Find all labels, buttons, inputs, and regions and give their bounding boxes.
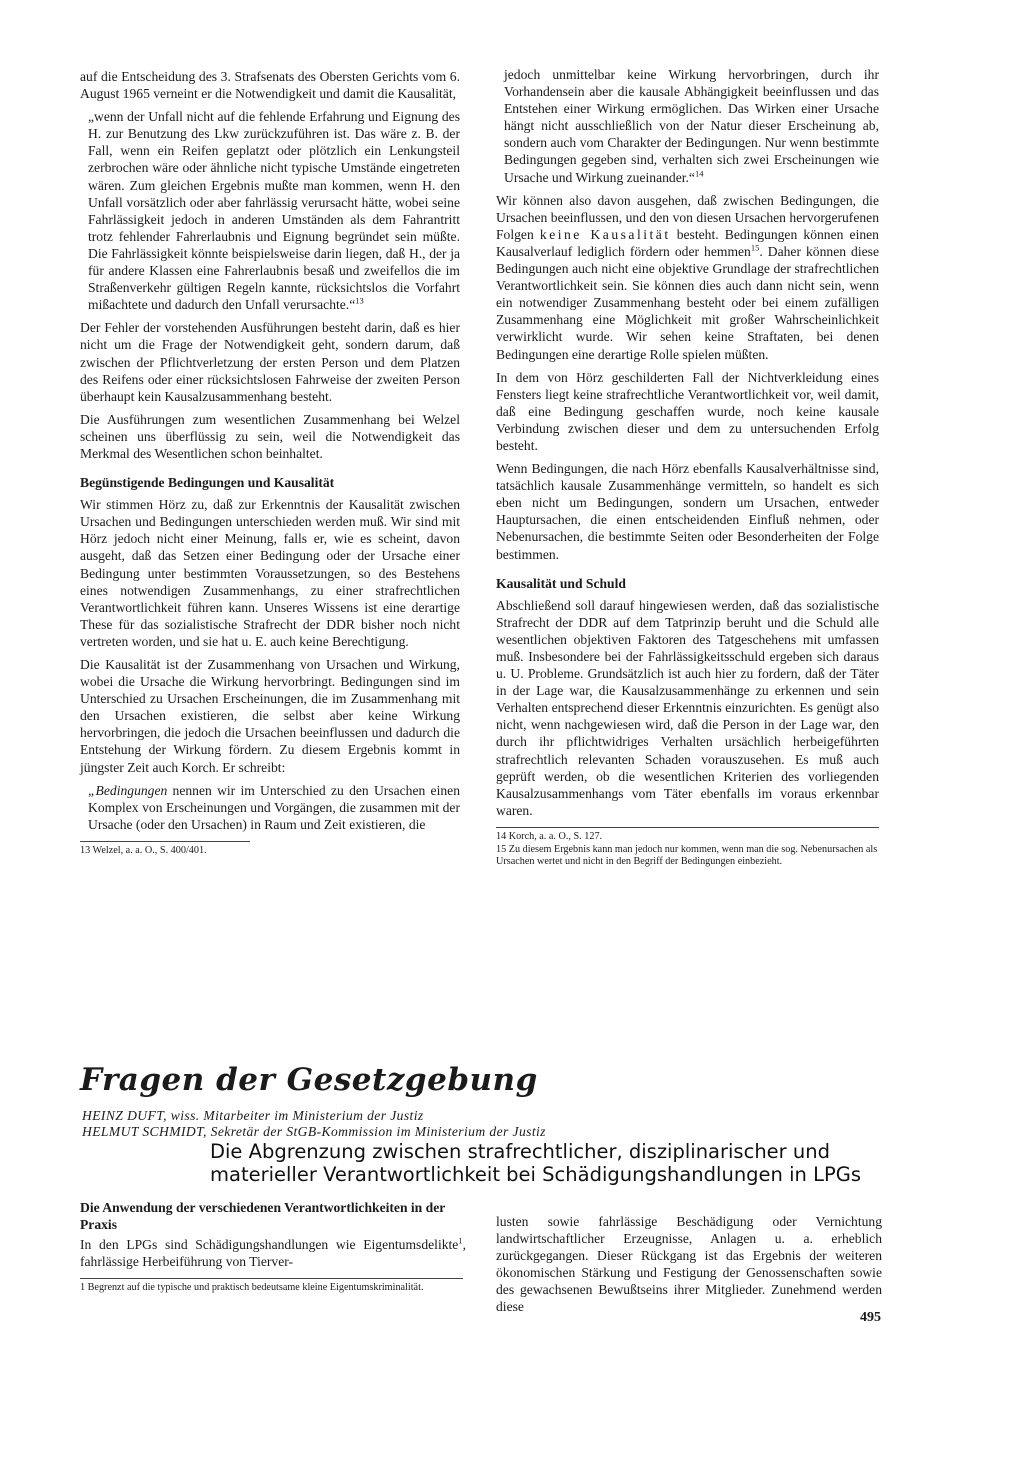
quote-korch: „Bedingungen nennen wir im Unterschied zu den Ursachen einen Komplex von Erscheinungen und Vorgängen, die zusammen mit der Ursache (oder den Ursachen) in Raum und Zeit existieren, die [88,782,460,832]
footnotes-left [80,841,250,857]
footnote: 1 Begrenzt auf die typische und praktisch bedeutsame kleine Eigentumskriminalität. [80,1282,424,1293]
footnote-ref: 15 [750,242,760,253]
spaced-emphasis: keine Kausalität [539,226,671,242]
footnote: 13 Welzel, a. a. O., S. 400/401. [80,844,207,856]
article-headline: Die Abgrenzung zwischen strafrechtlicher, disziplinarischer und materieller Verantwortlichkeit bei Schädigungshandlungen in LPGs [210,1140,861,1186]
author-line: HEINZ DUFT, wiss. Mitarbeiter im Ministerium der Justiz [82,1108,424,1123]
footnote-ref: 13 [355,295,364,306]
paragraph: Wir stimmen Hörz zu, daß zur Erkenntnis der Kausalität zwischen Ursachen und Bedingungen unterschieden werden muß. Wir sind mit Hörz jedoch nicht einer Meinung, falls er, wie es scheint, davon ausgeht, daß das Setzen einer Bedingung oder der Ursache einer Bedingung unter bestimmten Voraussetzungen, so des Bestehens eines notwendigen Zusammenhangs, zu einer strafrechtlichen Verantwortlichkeit führen kann. Unseres Wissens ist eine derartige These für das sozialistische Strafrecht der DDR bisher noch nicht vertreten worden, und sie hat u. E. auch keine Berechtigung. [80,497,460,649]
paragraph: Wenn Bedingungen, die nach Hörz ebenfalls Kausalverhältnisse sind, tatsächlich kausale Zusammenhänge vermitteln, so handelt es sich eben nicht um Bedingungen, sondern um Ursachen, entweder Hauptursachen, die einen entscheidenden Einfluß nehmen, oder Nebenursachen, die bestimmte Seiten oder Besonderheiten der Folge bestimmen. [496,461,879,562]
page-number: 495 [860,1310,881,1325]
author-line: HELMUT SCHMIDT, Sekretär der StGB-Kommission im Ministerium der Justiz [82,1124,546,1139]
section-heading: Kausalität und Schuld [496,575,626,591]
paragraph: Der Fehler der vorstehenden Ausführungen besteht darin, daß es hier nicht um die Frage der Notwendigkeit geht, sondern darum, daß zwischen der Pflichtverletzung der ersten Person und dem Platzen des Reifens oder einer rücksichtslosen Fahrweise der zweiten Person überhaupt kein Kausalzusammenhang besteht. [80,320,460,404]
paragraph: In dem von Hörz geschilderten Fall der Nichtverkleidung eines Fensters liegt keine strafrechtliche Verantwortlichkeit vor, weil damit, daß eine Bedingung geschaffen wurde, noch keine kausale Verbindung zwischen dieser und dem zu untersuchenden Erfolg besteht. [496,369,879,453]
article-subheading: Die Anwendung der verschiedenen Verantwortlichkeiten in der Praxis [80,1200,446,1232]
section-banner: Fragen der Gesetzgebung [80,1062,538,1098]
paragraph: auf die Entscheidung des 3. Strafsenats des Obersten Gerichts vom 6. August 1965 verneint er die Notwendigkeit und damit die Kausalität, [80,69,460,102]
paragraph: Die Kausalität ist der Zusammenhang von Ursachen und Wirkung, wobei die Ursache die Wirkung hervorbringt. Bedingungen sind im Unterschied zu Ursachen Erscheinungen, die im Zusammenhang mit den Ursachen existieren, die selbst aber keine Wirkung hervorbringen, die jedoch die Ursachen beeinflussen und dadurch die Entstehung der Wirkung fördern. Zu diesem Ergebnis kommt in jüngster Zeit auch Korch. Er schreibt: [80,657,460,775]
paragraph: In den LPGs sind Schädigungshandlungen wie Eigentumsdelikte$^1$, fahrlässige Herbeiführung von Tierver- [80,1235,466,1269]
article-left-column [80,1199,466,1294]
right-column [496,66,879,869]
quote-oberstes-gericht: „wenn der Unfall nicht auf die fehlende Erfahrung und Eignung des H. zur Benutzung des Lkw zurückzuführen ist. Das wäre z. B. der Fall, wenn ein Reifen geplatzt oder plötzlich ein Lenkungsteil zerbrochen wäre oder ähnliche nicht typische Umstände eingetreten wären. Zum gleichen Ergebnis mußte man kommen, wenn H. den Unfall vorsätzlich oder aber fahrlässig verursacht hätte, wobei seine Fahrlässigkeit jedoch in anderen Umständen als dem Fahrantritt trotz fehlender Fahrerlaubnis und Eignung begründet sein müßte. Die Fahrlässigkeit könnte beispielsweise darin liegen, daß H., der ja für andere Klassen eine Fahrerlaubnis besaß und zweifellos die im Straßenverkehr gültigen Regeln kannte, rücksichtslos die Vorfahrt mißachtete und dadurch den Unfall verursachte.“$^{13}$ [88,109,460,313]
footnote-ref: 14 [694,168,704,179]
article-right-column [496,1199,882,1328]
footnote-ref: 1 [458,1235,463,1246]
footnote: 15 Zu diesem Ergebnis kann man jedoch nur kommen, wenn man die sog. Nebenursachen als Ursachen wertet und nicht in den Begriff der Bedingungen einbezieht. [496,843,878,867]
paragraph: Abschließend soll darauf hingewiesen werden, daß das sozialistische Strafrecht der DDR auf dem Tatprinzip beruht und die Schuld alle wesentlichen objektiven Faktoren des Tatgeschehens mit umfassen muß. Insbesondere bei der Fahrlässigkeitsschuld ergeben sich daraus u. U. Probleme. Grundsätzlich ist auch hier zu fordern, daß der Täter in der Lage war, die Kausalzusammenhänge zu erkennen und sein Verhalten entsprechend dieser Erkenntnis einzurichten. Es genügt also nicht, wenn nachgewiesen wird, daß die Person in der Lage war, den durch ihr pflichtwidriges Verhalten ursächlich herbeigeführten strafrechtlich relevanten Schaden vorauszusehen. Es muß auch geprüft werden, ob die wesentlichen Kriterien des vorliegenden Kausalzusammenhangs vom Täter ebenfalls im voraus erkennbar waren. [496,597,879,818]
left-column [80,68,460,858]
footnotes-article [80,1278,463,1294]
paragraph: Die Ausführungen zum wesentlichen Zusammenhang bei Welzel scheinen uns überflüssig zu sein, weil die Notwendigkeit das Merkmal des Wesentlichen schon beinhaltet. [80,411,460,461]
footnote: 14 Korch, a. a. O., S. 127. [496,830,603,842]
footnotes-right [496,827,879,868]
paragraph: lusten sowie fahrlässige Beschädigung oder Vernichtung landwirtschaftlicher Erzeugnisse, Anlagen u. a. erheblich zurückgegangen. Dieser Rückgang ist das Ergebnis der weiteren ökonomischen Stärkung und Festigung der Genossenschaften sowie des gewachsenen Bewußtseins ihrer Mitglieder. Zunehmend werden diese [496,1213,882,1314]
quote-continuation: jedoch unmittelbar keine Wirkung hervorbringen, durch ihr Vorhandensein aber die kausale Abhängigkeit beeinflussen und das Entstehen einer Wirkung ermöglichen. Das Wirken einer Ursache hängt nicht ausschließlich von der Natur dieser Erscheinung ab, sondern auch vom Charakter der Bedingungen. Nur wenn bestimmte Bedingungen gegeben sind, verhalten sich zwei Erscheinungen wie Ursache und Wirkung zueinander.“$^{14}$ [504,67,879,185]
section-heading: Begünstigende Bedingungen und Kausalität [80,475,335,491]
paragraph: Wir können also davon ausgehen, daß zwischen Bedingungen, die Ursachen beeinflussen, und den von diesen Ursachen hervorgerufenen Folgen keine Kausalität besteht. Bedingungen können einen Kausalverlauf lediglich fördern oder hemmen$^{15}$. Daher können diese Bedingungen auch nicht eine objektive Grundlage der strafrechtlichen Verantwortlichkeit sein. Sie können dies auch dann nicht sein, wenn ein notwendiger Zusammenhang besteht oder bei einem zufälligen Zusammenhang eine Möglichkeit mit großer Wahrscheinlichkeit verwirklicht wurde. Wir sehen keine Straftaten, bei denen Bedingungen eine derartige Rolle spielen müßten. [496,192,879,362]
